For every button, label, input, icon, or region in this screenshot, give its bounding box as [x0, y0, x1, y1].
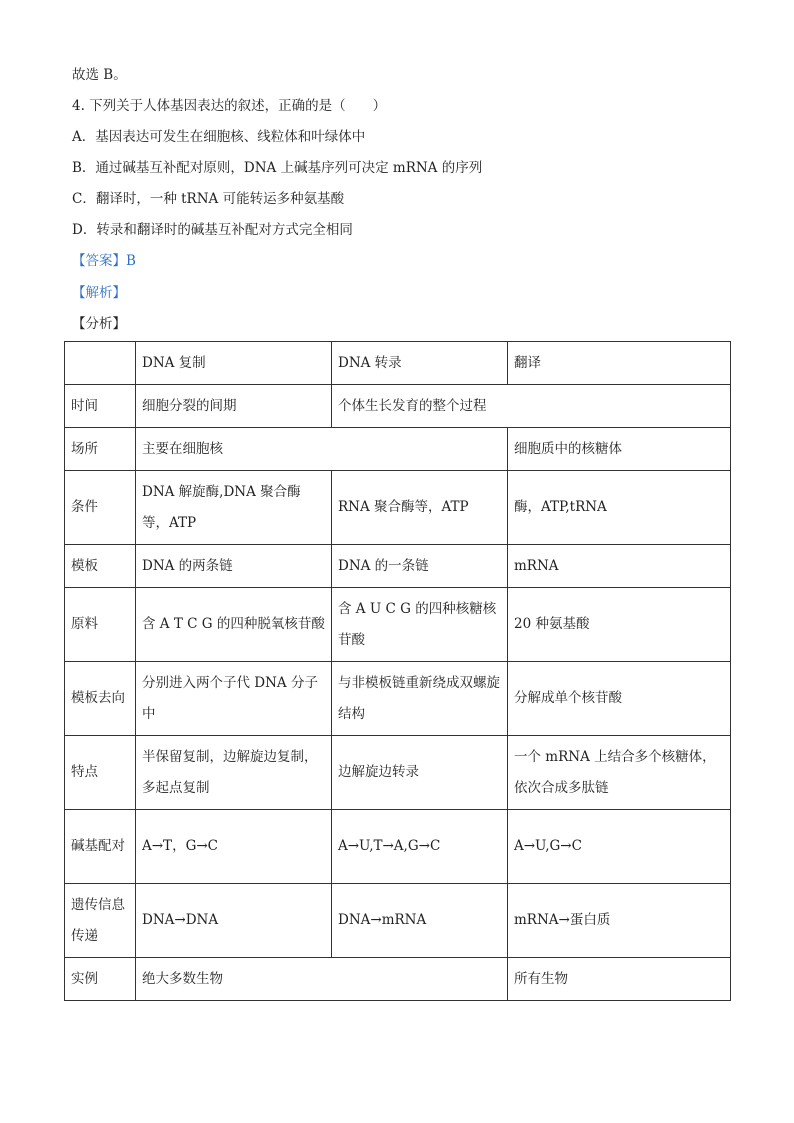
table-cell: 翻译 [508, 342, 731, 385]
table-cell: A→U,T→A,G→C [332, 810, 508, 884]
table-row [65, 736, 731, 810]
option-d: D．转录和翻译时的碱基互补配对方式完全相同 [72, 222, 353, 238]
analysis-label: 【解析】 [72, 285, 126, 301]
table-row [65, 958, 731, 1001]
answer-label: 【答案】B [72, 253, 136, 269]
option-b: B．通过碱基互补配对原则，DNA 上碱基序列可决定 mRNA 的序列 [72, 160, 483, 176]
table-cell: DNA 的两条链 [136, 545, 332, 588]
table-cell: 一个 mRNA 上结合多个核糖体，依次合成多肽链 [508, 736, 731, 810]
table-cell: 分别进入两个子代 DNA 分子中 [136, 662, 332, 736]
table-row [65, 810, 731, 884]
table-cell: 酶，ATP,tRNA [508, 471, 731, 545]
table-row [65, 545, 731, 588]
previous-conclusion: 故选 B。 [72, 67, 127, 83]
table-cell: 绝大多数生物 [136, 958, 508, 1001]
table-cell: DNA→DNA [136, 884, 332, 958]
table-cell: 主要在细胞核 [136, 428, 508, 471]
table-cell: 含 A U C G 的四种核糖核苷酸 [332, 588, 508, 662]
table-cell: A→U,G→C [508, 810, 731, 884]
table-cell: 碱基配对 [65, 810, 136, 884]
table-cell [65, 342, 136, 385]
table-cell: 所有生物 [508, 958, 731, 1001]
option-a: A．基因表达可发生在细胞核、线粒体和叶绿体中 [72, 129, 366, 145]
question-stem: 4. 下列关于人体基因表达的叙述，正确的是（ ） [72, 98, 387, 114]
table-cell: 时间 [65, 385, 136, 428]
table-row [65, 342, 731, 385]
table-row [65, 385, 731, 428]
table-cell: 模板去向 [65, 662, 136, 736]
table-cell: DNA 解旋酶,DNA 聚合酶等，ATP [136, 471, 332, 545]
table-cell: RNA 聚合酶等，ATP [332, 471, 508, 545]
table-cell: 分解成单个核苷酸 [508, 662, 731, 736]
table-cell: 实例 [65, 958, 136, 1001]
table-cell: 个体生长发育的整个过程 [332, 385, 731, 428]
table-cell: mRNA→蛋白质 [508, 884, 731, 958]
table-row [65, 884, 731, 958]
table-cell: 场所 [65, 428, 136, 471]
table-cell: 特点 [65, 736, 136, 810]
table-cell: 与非模板链重新绕成双螺旋结构 [332, 662, 508, 736]
table-cell: 原料 [65, 588, 136, 662]
table-cell: DNA→mRNA [332, 884, 508, 958]
table-cell: DNA 复制 [136, 342, 332, 385]
table-cell: A→T，G→C [136, 810, 332, 884]
table-cell: 模板 [65, 545, 136, 588]
table-cell: mRNA [508, 545, 731, 588]
comparison-table [64, 341, 731, 1001]
table-cell: DNA 转录 [332, 342, 508, 385]
analysis-subheading: 【分析】 [72, 316, 126, 332]
table-cell: 20 种氨基酸 [508, 588, 731, 662]
table-row [65, 662, 731, 736]
option-c: C．翻译时，一种 tRNA 可能转运多种氨基酸 [72, 191, 345, 207]
table-cell: 细胞质中的核糖体 [508, 428, 731, 471]
table-row [65, 471, 731, 545]
table-cell: 边解旋边转录 [332, 736, 508, 810]
table-row [65, 428, 731, 471]
table-cell: 细胞分裂的间期 [136, 385, 332, 428]
table-cell: 条件 [65, 471, 136, 545]
table-cell: 遗传信息传递 [65, 884, 136, 958]
table-cell: 半保留复制，边解旋边复制，多起点复制 [136, 736, 332, 810]
table-row [65, 588, 731, 662]
table-cell: DNA 的一条链 [332, 545, 508, 588]
table-cell: 含 A T C G 的四种脱氧核苷酸 [136, 588, 332, 662]
